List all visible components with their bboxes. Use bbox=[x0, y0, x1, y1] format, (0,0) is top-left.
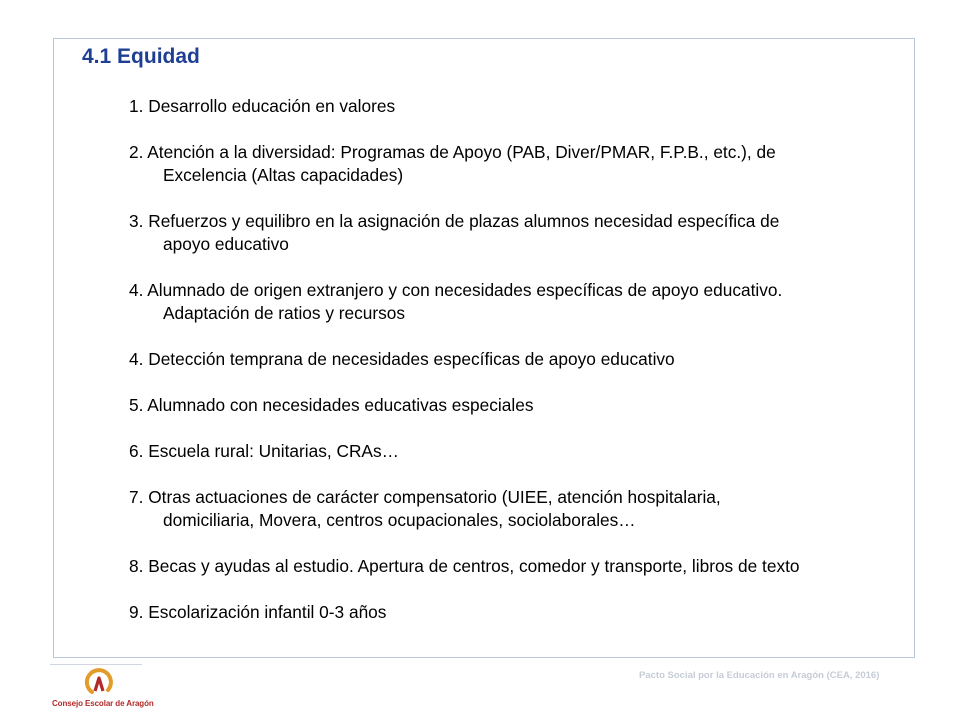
list-item bbox=[129, 279, 800, 325]
list-item-line-continued: domiciliaria, Movera, centros ocupacionales, sociolaborales… bbox=[163, 510, 636, 530]
list-item bbox=[129, 440, 800, 463]
list-item bbox=[129, 486, 800, 532]
list-item-line-continued: Adaptación de ratios y recursos bbox=[163, 303, 406, 323]
list-item bbox=[129, 348, 800, 371]
list-item bbox=[129, 95, 800, 118]
list-item-line: 2. Atención a la diversidad: Programas de Apoyo (PAB, Diver/PMAR, F.P.B., etc.), de bbox=[129, 142, 776, 162]
list-item-line: 4. Alumnado de origen extranjero y con necesidades específicas de apoyo educativo. bbox=[129, 280, 783, 300]
list-item-line-continued: Excelencia (Altas capacidades) bbox=[163, 165, 404, 185]
list-item-line-continued: apoyo educativo bbox=[163, 234, 289, 254]
list-item bbox=[129, 141, 800, 187]
list-item-line: 6. Escuela rural: Unitarias, CRAs… bbox=[129, 441, 399, 461]
list-item-line: 8. Becas y ayudas al estudio. Apertura de centros, comedor y transporte, libros de texto bbox=[129, 556, 800, 576]
list-item-line: 4. Detección temprana de necesidades específicas de apoyo educativo bbox=[129, 349, 675, 369]
list-item-line: 7. Otras actuaciones de carácter compensatorio (UIEE, atención hospitalaria, bbox=[129, 487, 721, 507]
list-item-line: 9. Escolarización infantil 0-3 años bbox=[129, 602, 387, 622]
list-item-line: 1. Desarrollo educación en valores bbox=[129, 96, 396, 116]
list-item-line: 3. Refuerzos y equilibro en la asignación de plazas alumnos necesidad específica de bbox=[129, 211, 780, 231]
equity-measures-list bbox=[129, 95, 800, 647]
logo-text: Consejo Escolar de Aragón bbox=[52, 699, 154, 708]
list-item bbox=[129, 601, 800, 624]
list-item-line: 5. Alumnado con necesidades educativas especiales bbox=[129, 395, 534, 415]
list-item bbox=[129, 210, 800, 256]
list-item bbox=[129, 394, 800, 417]
cea-logo-icon bbox=[84, 668, 114, 696]
footer-source: Pacto Social por la Educación en Aragón (CEA, 2016) bbox=[639, 670, 880, 681]
cea-logo bbox=[50, 664, 154, 712]
list-item bbox=[129, 555, 800, 578]
slide-title: 4.1 Equidad bbox=[82, 45, 200, 68]
logo-divider bbox=[50, 664, 142, 665]
